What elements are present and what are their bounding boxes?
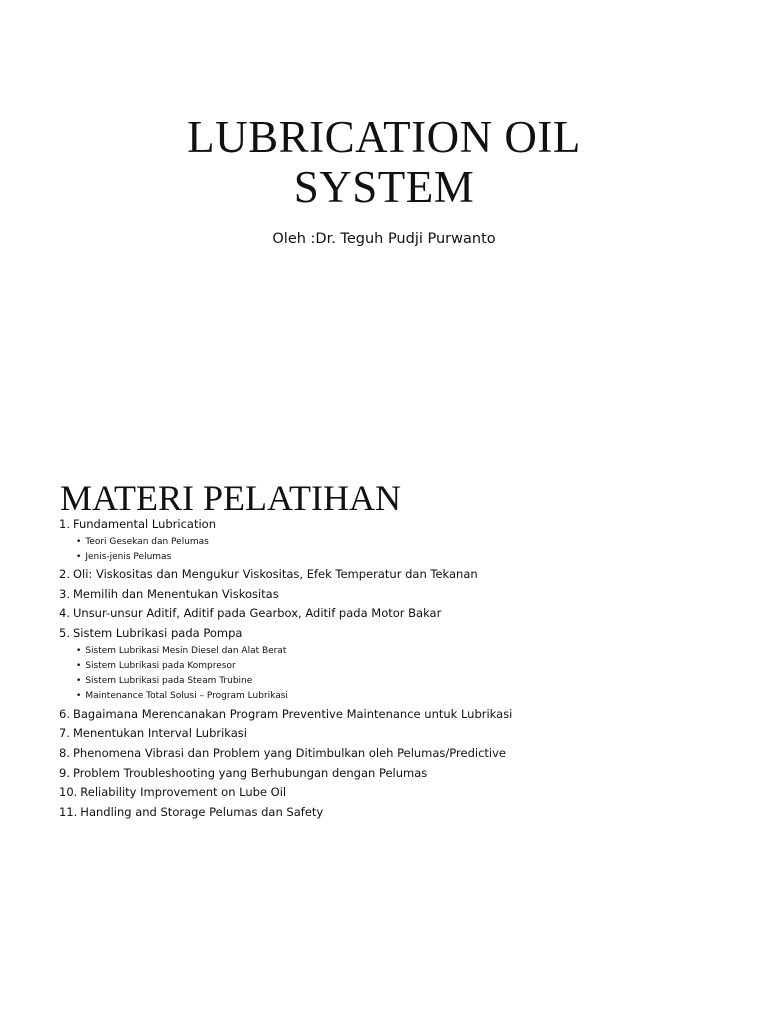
topic-item [59,585,739,605]
subtopic-item [76,659,739,674]
topic-number: 9. [59,765,70,780]
topic-text: Fundamental Lubrication [72,517,216,531]
bullet-icon: • [76,551,82,562]
topic-text: Sistem Lubrikasi pada Pompa [72,625,243,640]
topic-text: Phenomena Vibrasi dan Problem yang Ditimbulkan oleh Pelumas/Predictive [72,745,506,760]
topic-item [59,705,739,725]
topic-text: Oli: Viskositas dan Mengukur Viskositas, Efek Temperatur dan Tekanan [72,567,478,582]
topic-number: 10. [59,785,78,800]
subtopic-text: Sistem Lubrikasi pada Kompresor [85,660,236,671]
subtopic-list [59,535,739,566]
topic-text: Reliability Improvement on Lube Oil [80,785,287,800]
subtopic-text: Jenis-jenis Pelumas [85,551,172,562]
topic-item [59,624,739,705]
slide-title-line-2: SYSTEM [293,162,475,212]
title-slide [0,0,768,420]
topic-item [59,764,739,784]
topic-number: 5. [59,625,70,640]
topic-item [59,803,739,823]
topic-text: Unsur-unsur Aditif, Aditif pada Gearbox, Aditif pada Motor Bakar [72,606,442,621]
topic-item [59,744,739,764]
subtopic-text: Teori Gesekan dan Pelumas [85,536,209,547]
topic-number: 11. [59,804,78,819]
topic-number: 7. [59,726,70,741]
topic-number: 6. [59,706,70,721]
topic-list [59,515,739,822]
subtopic-text: Sistem Lubrikasi Mesin Diesel dan Alat Berat [85,645,287,656]
topic-number: 2. [59,567,70,582]
topic-number: 1. [59,517,70,531]
bullet-icon: • [76,676,82,687]
topic-text: Bagaimana Merencanakan Program Preventive Maintenance untuk Lubrikasi [72,706,513,721]
topic-number: 8. [59,745,70,760]
subtopic-item [76,689,739,704]
subtopic-item [76,535,739,550]
topic-item [59,783,739,803]
topic-item [59,724,739,744]
topic-number: 4. [59,606,70,621]
subtopic-list [59,644,739,705]
subtopic-item [76,550,739,565]
topic-number: 3. [59,586,70,601]
outline-slide [0,420,768,1024]
bullet-icon: • [76,645,82,656]
topic-item [59,565,739,585]
topic-text: Handling and Storage Pelumas dan Safety [80,804,324,819]
author-subtitle: Oleh :Dr. Teguh Pudji Purwanto [272,231,496,247]
subtopic-text: Maintenance Total Solusi – Program Lubrikasi [85,691,288,702]
topic-item [59,604,739,624]
bullet-icon: • [76,660,82,671]
topic-text: Problem Troubleshooting yang Berhubungan dengan Pelumas [72,765,428,780]
topic-text: Menentukan Interval Lubrikasi [72,726,247,741]
subtopic-item [76,674,739,689]
slide-title-line-1: LUBRICATION OIL [187,112,581,162]
slide-title [0,112,768,212]
topic-text: Memilih dan Menentukan Viskositas [72,586,279,601]
bullet-icon: • [76,691,82,702]
bullet-icon: • [76,536,82,547]
outline-heading: MATERI PELATIHAN [60,478,401,518]
subtopic-item [76,644,739,659]
subtopic-text: Sistem Lubrikasi pada Steam Trubine [85,676,253,687]
topic-item [59,515,739,565]
